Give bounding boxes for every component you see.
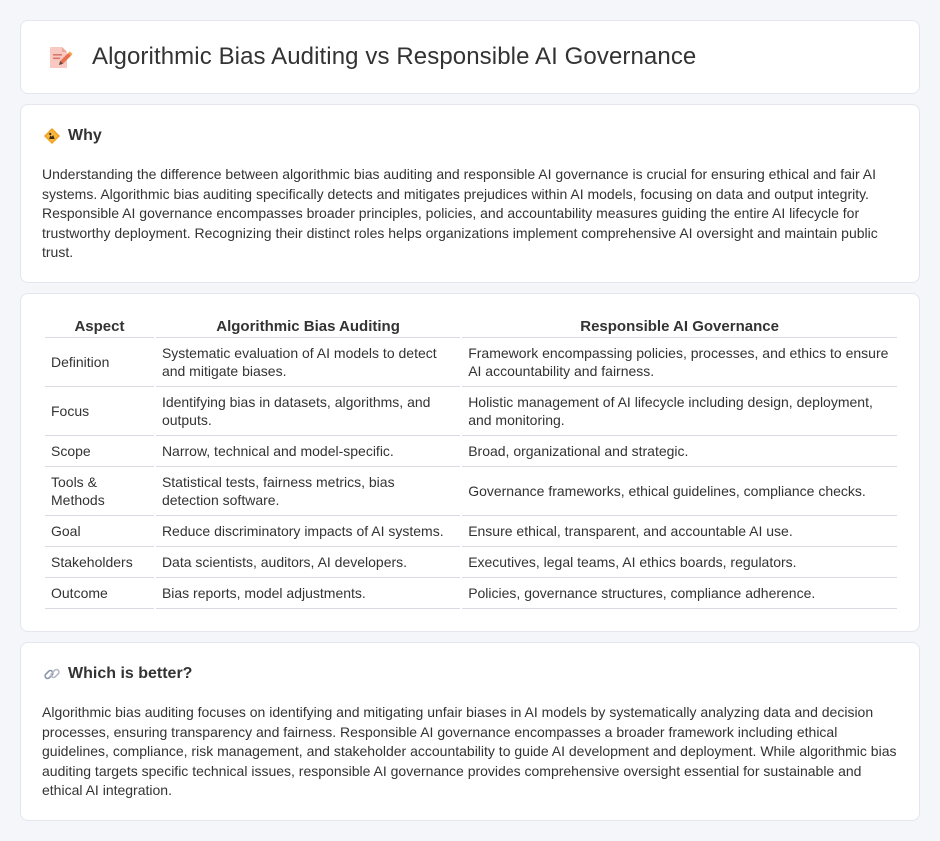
- which-is-better-section: [20, 642, 920, 821]
- row-ai-governance: Broad, organizational and strategic.: [462, 436, 897, 467]
- row-ai-governance: Ensure ethical, transparent, and accountable AI use.: [462, 516, 897, 547]
- row-ai-governance: Framework encompassing policies, processes, and ethics to ensure AI accountability and fairness.: [462, 338, 897, 387]
- table-row: [45, 387, 897, 436]
- row-aspect: Scope: [45, 436, 154, 467]
- warning-sign-icon: [43, 127, 61, 145]
- row-ai-governance: Executives, legal teams, AI ethics boards, regulators.: [462, 547, 897, 578]
- row-bias-auditing: Data scientists, auditors, AI developers.: [156, 547, 460, 578]
- row-bias-auditing: Reduce discriminatory impacts of AI systems.: [156, 516, 460, 547]
- better-body: Algorithmic bias auditing focuses on identifying and mitigating unfair biases in AI models by systematically analyzing data and decision processes, ensuring transparency and fairness. Responsible AI governance encompasses a broader framework including ethical guidelines, compliance, risk management, and stakeholder accountability to guide AI development and deployment. While algorithmic bias auditing targets specific technical issues, responsible AI governance provides comprehensive oversight essential for sustainable and ethical AI integration.: [42, 704, 897, 798]
- table-row: [45, 516, 897, 547]
- row-aspect: Goal: [45, 516, 154, 547]
- comparison-card: [20, 293, 920, 632]
- row-aspect: Stakeholders: [45, 547, 154, 578]
- header-bias-auditing: Algorithmic Bias Auditing: [156, 316, 460, 338]
- row-ai-governance: Governance frameworks, ethical guidelines, compliance checks.: [462, 467, 897, 516]
- better-title: Which is better?: [68, 665, 193, 682]
- row-aspect: Outcome: [45, 578, 154, 609]
- why-section: [20, 104, 920, 283]
- table-row: [45, 338, 897, 387]
- why-title: Why: [68, 127, 102, 144]
- row-bias-auditing: Bias reports, model adjustments.: [156, 578, 460, 609]
- why-heading: [43, 127, 102, 145]
- better-heading: [43, 665, 192, 683]
- table-row: [45, 436, 897, 467]
- row-bias-auditing: Statistical tests, fairness metrics, bias detection software.: [156, 467, 460, 516]
- row-ai-governance: Holistic management of AI lifecycle including design, deployment, and monitoring.: [462, 387, 897, 436]
- title-bar: [47, 43, 696, 71]
- row-aspect: Focus: [45, 387, 154, 436]
- document-pencil-icon: [47, 44, 73, 70]
- row-ai-governance: Policies, governance structures, compliance adherence.: [462, 578, 897, 609]
- header-ai-governance: Responsible AI Governance: [462, 316, 897, 338]
- table-row: [45, 467, 897, 516]
- table-row: [45, 547, 897, 578]
- row-aspect: Definition: [45, 338, 154, 387]
- comparison-table: [43, 316, 899, 609]
- row-bias-auditing: Systematic evaluation of AI models to detect and mitigate biases.: [156, 338, 460, 387]
- header-card: [20, 20, 920, 94]
- row-bias-auditing: Identifying bias in datasets, algorithms, and outputs.: [156, 387, 460, 436]
- row-aspect: Tools & Methods: [45, 467, 154, 516]
- header-aspect: Aspect: [45, 316, 154, 338]
- link-icon: [43, 665, 61, 683]
- table-row: [45, 578, 897, 609]
- page-title: Algorithmic Bias Auditing vs Responsible AI Governance: [92, 43, 697, 70]
- why-body: Understanding the difference between algorithmic bias auditing and responsible AI governance is crucial for ensuring ethical and fair AI systems. Algorithmic bias auditing specifically detects and mitigates prejudices within AI models, focusing on data and output integrity. Responsible AI governance encompasses broader principles, policies, and accountability measures guiding the entire AI lifecycle for trustworthy deployment. Recognizing their distinct roles helps organizations implement comprehensive AI oversight and maintain public trust.: [42, 166, 878, 260]
- row-bias-auditing: Narrow, technical and model-specific.: [156, 436, 460, 467]
